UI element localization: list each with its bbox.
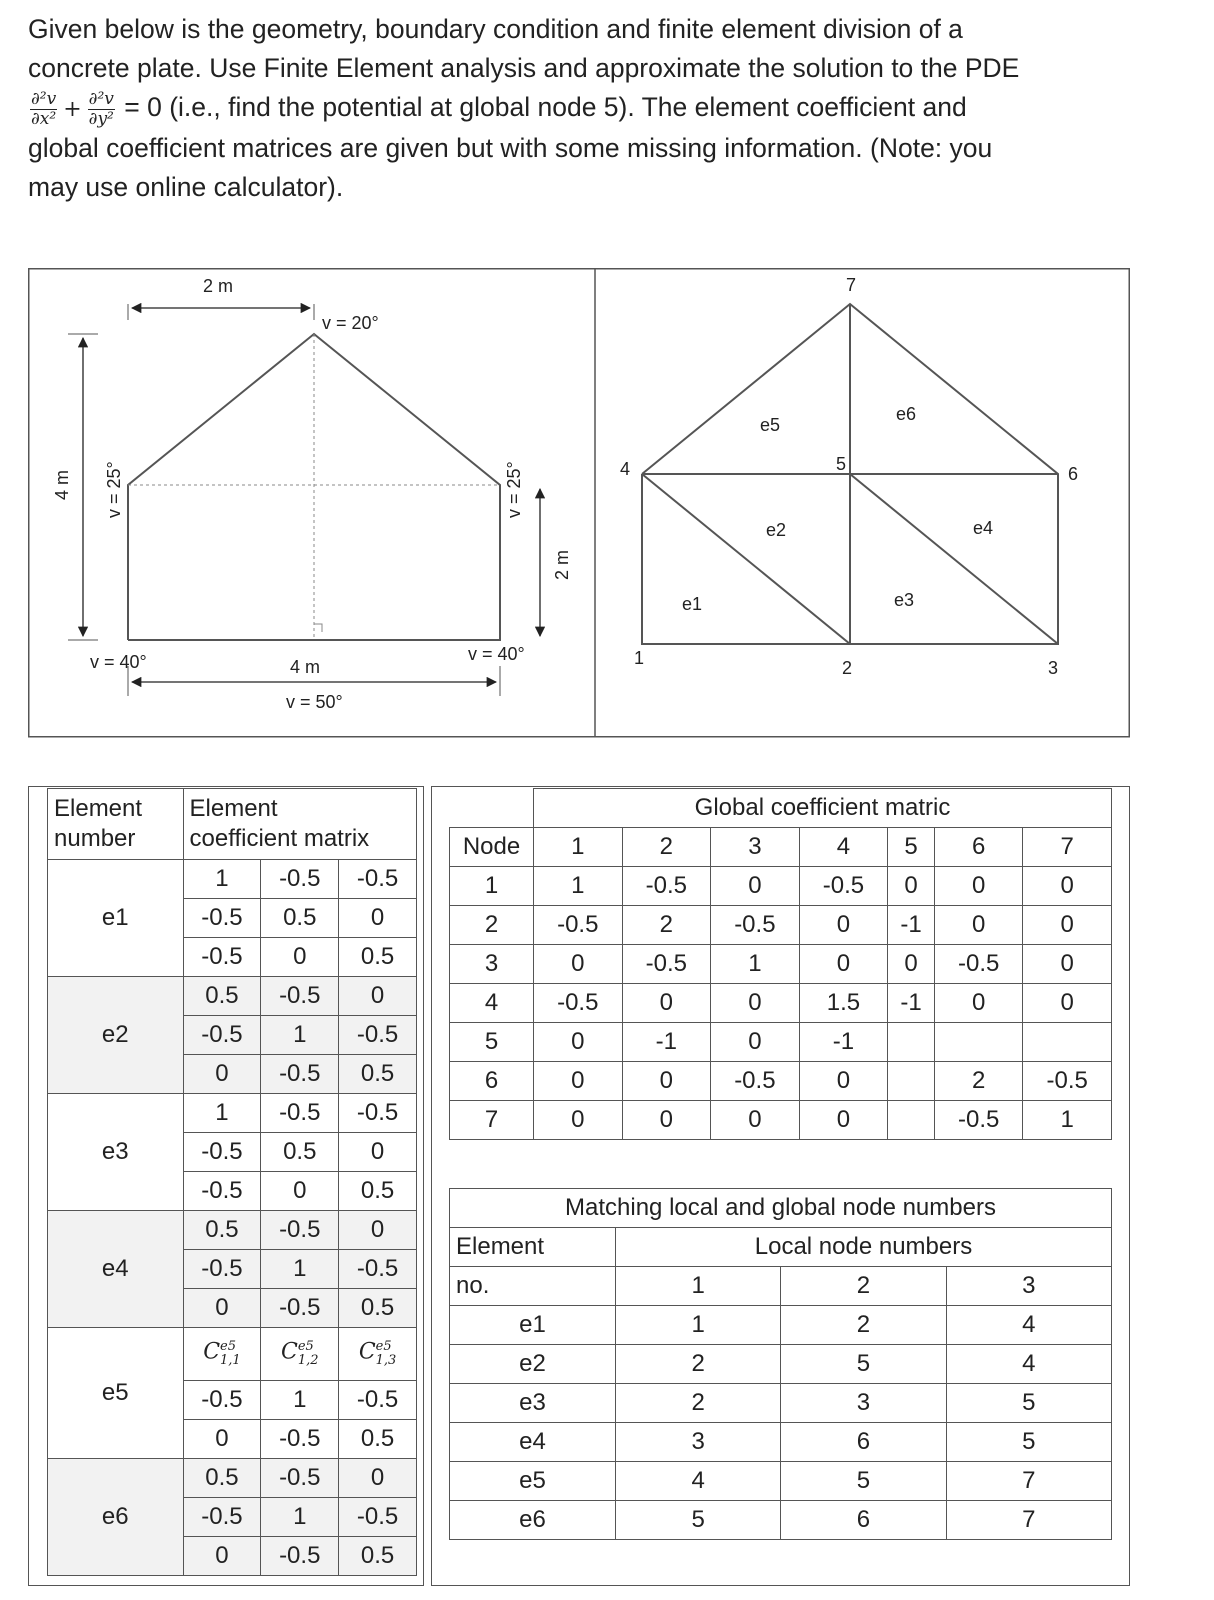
- global-table-row: [450, 1101, 1112, 1140]
- global-matrix-cell: 1.5: [799, 984, 888, 1023]
- match-table-row: [450, 1306, 1112, 1345]
- global-matrix-cell: 0: [1023, 945, 1112, 984]
- right-angle-mark: [314, 624, 322, 632]
- intro-line-5: may use online calculator).: [28, 171, 344, 202]
- global-matrix-cell: [934, 1023, 1023, 1062]
- global-matrix-cell: 0: [934, 906, 1023, 945]
- element-matrix-row: [48, 977, 417, 1016]
- element-matrix-cell: -0.5: [261, 1419, 339, 1458]
- unknown-coefficient-superscript: e5: [297, 1339, 314, 1354]
- global-matrix-cell: 0: [622, 1101, 711, 1140]
- pde-term-y-num: ∂²v: [88, 88, 114, 109]
- global-matrix-cell: -1: [888, 906, 935, 945]
- match-node-cell: 2: [616, 1384, 781, 1423]
- global-matrix-cell: [888, 1023, 935, 1062]
- bottom-bc-label: v = 50°: [286, 692, 343, 712]
- element-matrix-cell: 1: [261, 1250, 339, 1289]
- match-element-cell: e1: [450, 1306, 616, 1345]
- element-label-e2: e2: [766, 520, 787, 540]
- plate-geometry: [52, 276, 572, 712]
- element-matrix-header-line2: coefficient matrix: [189, 825, 370, 852]
- global-col-header: 5: [888, 828, 935, 867]
- element-matrix-cell: -0.5: [183, 1380, 261, 1419]
- match-node-cell: 5: [946, 1423, 1111, 1462]
- element-matrix-cell: 0.5: [339, 1055, 417, 1094]
- global-matrix-cell: 0: [1023, 867, 1112, 906]
- element-matrix-cell: 0: [183, 1055, 261, 1094]
- global-col-header: 6: [934, 828, 1023, 867]
- node-label-4: 4: [620, 459, 631, 479]
- pde-plus: +: [63, 96, 82, 122]
- global-col-header: 7: [1023, 828, 1112, 867]
- match-node-cell: 7: [946, 1501, 1111, 1540]
- element-matrix-row: [48, 1328, 417, 1381]
- global-node-header: Node: [450, 828, 534, 867]
- match-node-cell: 5: [781, 1462, 946, 1501]
- element-name-cell: e3: [48, 1094, 184, 1211]
- element-matrix-cell: -0.5: [183, 1133, 261, 1172]
- global-matrix-cell: 0: [534, 1062, 623, 1101]
- node-matching-table-body: [450, 1189, 1112, 1540]
- pde-term-x-den: ∂x²: [31, 108, 57, 129]
- match-table-row: [450, 1384, 1112, 1423]
- node-label-5: 5: [836, 454, 847, 474]
- element-matrix-cell: -0.5: [339, 1250, 417, 1289]
- global-coefficient-table-body: [450, 789, 1112, 1140]
- global-matrix-cell: -0.5: [799, 867, 888, 906]
- pde-term-y-den: ∂y²: [88, 108, 114, 129]
- match-node-cell: 6: [781, 1501, 946, 1540]
- global-table-row: [450, 1062, 1112, 1101]
- unknown-coefficient-symbol: C: [358, 1339, 376, 1365]
- element-label-e1: e1: [682, 594, 703, 614]
- element-matrix-cell: -0.5: [183, 1172, 261, 1211]
- top-bc-label: v = 20°: [322, 313, 379, 333]
- element-matrix-cell: 0.5: [261, 1133, 339, 1172]
- node-label-7: 7: [846, 275, 857, 295]
- element-matrix-cell: 0.5: [183, 1458, 261, 1497]
- global-coefficient-table: [449, 788, 1112, 1140]
- match-node-cell: 5: [616, 1501, 781, 1540]
- global-table-title: Global coefficient matric: [534, 789, 1112, 828]
- mesh-diagonal-right: [850, 474, 1058, 644]
- element-name-cell: e1: [48, 860, 184, 977]
- element-matrix-cell: -0.5: [261, 1458, 339, 1497]
- match-table-title-row: [450, 1189, 1112, 1228]
- match-element-cell: e3: [450, 1384, 616, 1423]
- match-table-subheader-row: [450, 1267, 1112, 1306]
- element-matrix-cell: 0: [339, 899, 417, 938]
- global-matrix-cell: -0.5: [934, 1101, 1023, 1140]
- match-table-row: [450, 1345, 1112, 1384]
- global-matrix-cell: 0: [534, 945, 623, 984]
- global-matrix-cell: 0: [1023, 984, 1112, 1023]
- global-matrix-cell: -1: [888, 984, 935, 1023]
- global-matrix-cell: -0.5: [711, 1062, 800, 1101]
- intro-line-3-text: = 0 (i.e., find the potential at global node 5). The element coefficient and: [124, 92, 967, 122]
- element-matrix-cell: 0.5: [339, 938, 417, 977]
- global-matrix-cell: 0: [934, 867, 1023, 906]
- element-matrix-cell: -0.5: [261, 1289, 339, 1328]
- element-matrix-cell: -0.5: [339, 1016, 417, 1055]
- global-matrix-cell: 0: [799, 1101, 888, 1140]
- element-matrix-cell: 0.5: [339, 1419, 417, 1458]
- element-matrix-cell: -0.5: [183, 938, 261, 977]
- global-row-node: 6: [450, 1062, 534, 1101]
- element-matrix-cell: -0.5: [339, 1380, 417, 1419]
- match-table-header-row: [450, 1228, 1112, 1267]
- element-matrix-cell: -0.5: [183, 899, 261, 938]
- match-node-cell: 2: [781, 1306, 946, 1345]
- match-element-cell: e6: [450, 1501, 616, 1540]
- global-matrix-cell: [1023, 1023, 1112, 1062]
- node-label-6: 6: [1068, 464, 1079, 484]
- element-coefficient-table: [47, 788, 417, 1576]
- global-matrix-cell: -0.5: [1023, 1062, 1112, 1101]
- node-label-2: 2: [842, 658, 853, 678]
- pde-term-x: [30, 90, 57, 129]
- global-matrix-cell: 0: [888, 867, 935, 906]
- mesh-diagonal-left: [642, 474, 850, 644]
- global-row-node: 5: [450, 1023, 534, 1062]
- match-local-header: Local node numbers: [616, 1228, 1112, 1267]
- match-element-header: Element: [450, 1228, 616, 1267]
- node-label-1: 1: [634, 648, 645, 668]
- node-label-3: 3: [1048, 658, 1059, 678]
- element-matrix-cell: 0: [339, 1458, 417, 1497]
- match-node-cell: 4: [946, 1306, 1111, 1345]
- element-matrix-cell: 0: [339, 1211, 417, 1250]
- element-matrix-cell: 1: [183, 860, 261, 899]
- problem-statement: [28, 10, 1130, 207]
- match-node-cell: 3: [781, 1384, 946, 1423]
- global-matrix-cell: 2: [934, 1062, 1023, 1101]
- node-matching-table: [449, 1188, 1112, 1540]
- left-bc-label: v = 25°: [104, 461, 124, 518]
- element-matrix-header-line1: Element: [189, 795, 278, 822]
- element-matrix-cell: 0: [339, 977, 417, 1016]
- element-matrix-cell: 0.5: [339, 1536, 417, 1575]
- match-node-cell: 4: [616, 1462, 781, 1501]
- unknown-coefficient-subscript: 1,1: [220, 1352, 241, 1368]
- global-matrix-cell: -0.5: [534, 906, 623, 945]
- match-node-cell: 5: [946, 1384, 1111, 1423]
- element-matrix-cell: 0: [183, 1289, 261, 1328]
- figure-panel: [28, 268, 1130, 748]
- element-matrix-cell: -0.5: [183, 1016, 261, 1055]
- element-matrix-cell: 0.5: [339, 1289, 417, 1328]
- element-table-header-row: [48, 789, 417, 860]
- pde-term-y: [88, 90, 115, 129]
- match-table-row: [450, 1501, 1112, 1540]
- element-matrix-cell: -0.5: [339, 860, 417, 899]
- element-label-e3: e3: [894, 590, 915, 610]
- element-coefficient-table-body: [48, 789, 417, 1576]
- element-matrix-cell: 1: [261, 1016, 339, 1055]
- match-table-title: Matching local and global node numbers: [450, 1189, 1112, 1228]
- bottom-right-corner-label: v = 40°: [468, 644, 525, 664]
- element-matrix-header: [183, 789, 416, 860]
- element-label-e4: e4: [973, 518, 994, 538]
- element-matrix-cell: -0.5: [261, 1055, 339, 1094]
- global-matrix-cell: -0.5: [534, 984, 623, 1023]
- unknown-coefficient-superscript: e5: [220, 1339, 236, 1354]
- unknown-coefficient-symbol: C: [203, 1339, 221, 1365]
- element-matrix-cell: 0: [261, 938, 339, 977]
- global-matrix-cell: 0: [799, 906, 888, 945]
- global-row-node: 7: [450, 1101, 534, 1140]
- element-number-header-line1: Element: [54, 795, 143, 822]
- element-matrix-cell: -0.5: [261, 860, 339, 899]
- element-matrix-cell: -0.5: [339, 1497, 417, 1536]
- global-matrix-cell: 2: [622, 906, 711, 945]
- element-matrix-cell: 1: [261, 1380, 339, 1419]
- global-table-row: [450, 867, 1112, 906]
- element-matrix-row: [48, 860, 417, 899]
- global-table-row: [450, 906, 1112, 945]
- intro-line-3: [28, 88, 1130, 129]
- element-matrix-cell: 0: [261, 1172, 339, 1211]
- element-number-header-line2: number: [54, 825, 136, 852]
- global-row-node: 1: [450, 867, 534, 906]
- element-matrix-cell: -0.5: [183, 1250, 261, 1289]
- global-row-node: 3: [450, 945, 534, 984]
- element-name-cell: e5: [48, 1328, 184, 1459]
- match-element-cell: e4: [450, 1423, 616, 1462]
- global-matrix-cell: 0: [711, 1023, 800, 1062]
- element-matrix-cell: 0.5: [339, 1172, 417, 1211]
- element-label-e5: e5: [760, 415, 781, 435]
- match-local-col-header: 2: [781, 1267, 946, 1306]
- element-name-cell: e2: [48, 977, 184, 1094]
- global-matrix-cell: 0: [888, 945, 935, 984]
- left-height-label: 4 m: [52, 469, 72, 500]
- global-matrix-cell: -1: [799, 1023, 888, 1062]
- global-matrix-cell: -0.5: [934, 945, 1023, 984]
- right-height-label: 2 m: [552, 549, 572, 580]
- global-matrix-cell: 1: [534, 867, 623, 906]
- global-table-corner: [450, 789, 534, 828]
- element-matrix-cell: -0.5: [339, 1094, 417, 1133]
- element-matrix-row: [48, 1094, 417, 1133]
- element-matrix-row: [48, 1458, 417, 1497]
- element-matrix-cell: [339, 1328, 417, 1381]
- global-matrix-cell: 0: [622, 1062, 711, 1101]
- intro-line-4: global coefficient matrices are given but with some missing information. (Note: you: [28, 132, 993, 163]
- global-col-header: 3: [711, 828, 800, 867]
- element-matrix-cell: -0.5: [261, 1094, 339, 1133]
- match-node-cell: 1: [616, 1306, 781, 1345]
- global-col-header: 4: [799, 828, 888, 867]
- element-matrix-cell: 0: [183, 1419, 261, 1458]
- intro-line-1: Given below is the geometry, boundary condition and finite element division of a: [28, 14, 963, 44]
- match-node-cell: 6: [781, 1423, 946, 1462]
- top-width-label: 2 m: [203, 276, 234, 296]
- match-node-cell: 4: [946, 1345, 1111, 1384]
- element-matrix-cell: [183, 1328, 261, 1381]
- unknown-coefficient-symbol: C: [281, 1339, 298, 1365]
- match-local-col-header: 3: [946, 1267, 1111, 1306]
- global-matrix-cell: 0: [534, 1101, 623, 1140]
- element-matrix-cell: 0: [339, 1133, 417, 1172]
- global-matrix-cell: [888, 1101, 935, 1140]
- element-matrix-cell: 1: [183, 1094, 261, 1133]
- element-number-header: [48, 789, 184, 860]
- global-matrix-cell: -0.5: [622, 945, 711, 984]
- match-node-cell: 3: [616, 1423, 781, 1462]
- global-matrix-cell: 0: [711, 1101, 800, 1140]
- global-col-header: 2: [622, 828, 711, 867]
- global-matrix-cell: 0: [711, 867, 800, 906]
- global-matrix-cell: -1: [622, 1023, 711, 1062]
- figure-border: [29, 269, 1130, 737]
- element-matrix-cell: 0: [183, 1536, 261, 1575]
- match-table-row: [450, 1462, 1112, 1501]
- element-matrix-row: [48, 1211, 417, 1250]
- element-matrix-cell: -0.5: [183, 1497, 261, 1536]
- element-matrix-cell: [261, 1328, 339, 1381]
- global-table-row: [450, 945, 1112, 984]
- global-matrix-cell: [888, 1062, 935, 1101]
- match-element-header-no: no.: [450, 1267, 616, 1306]
- global-matrix-cell: 0: [1023, 906, 1112, 945]
- element-name-cell: e6: [48, 1458, 184, 1575]
- match-element-cell: e5: [450, 1462, 616, 1501]
- unknown-coefficient-subscript: 1,3: [375, 1352, 397, 1368]
- global-matrix-cell: 0: [799, 945, 888, 984]
- right-bc-label: v = 25°: [504, 461, 524, 518]
- element-matrix-cell: -0.5: [261, 977, 339, 1016]
- global-matrix-cell: 1: [1023, 1101, 1112, 1140]
- global-col-header: 1: [534, 828, 623, 867]
- global-matrix-cell: 0: [711, 984, 800, 1023]
- global-matrix-cell: -0.5: [711, 906, 800, 945]
- element-matrix-cell: 0.5: [183, 1211, 261, 1250]
- global-table-row: [450, 1023, 1112, 1062]
- global-matrix-cell: 0: [622, 984, 711, 1023]
- intro-line-2: concrete plate. Use Finite Element analysis and approximate the solution to the PDE: [28, 53, 1020, 83]
- global-matrix-cell: 1: [711, 945, 800, 984]
- global-table-title-row: [450, 789, 1112, 828]
- match-element-cell: e2: [450, 1345, 616, 1384]
- fe-mesh: [620, 275, 1078, 678]
- global-row-node: 2: [450, 906, 534, 945]
- element-matrix-cell: -0.5: [261, 1211, 339, 1250]
- element-name-cell: e4: [48, 1211, 184, 1328]
- match-node-cell: 2: [616, 1345, 781, 1384]
- element-matrix-cell: 1: [261, 1497, 339, 1536]
- global-matrix-cell: 0: [534, 1023, 623, 1062]
- element-matrix-cell: -0.5: [261, 1536, 339, 1575]
- global-table-row: [450, 984, 1112, 1023]
- global-row-node: 4: [450, 984, 534, 1023]
- element-label-e6: e6: [896, 404, 917, 424]
- unknown-coefficient-subscript: 1,2: [297, 1352, 319, 1368]
- bottom-left-corner-label: v = 40°: [90, 652, 147, 672]
- global-matrix-cell: 0: [934, 984, 1023, 1023]
- match-local-col-header: 1: [616, 1267, 781, 1306]
- element-matrix-cell: 0.5: [183, 977, 261, 1016]
- pde-term-x-num: ∂²v: [31, 88, 57, 109]
- match-node-cell: 7: [946, 1462, 1111, 1501]
- match-table-row: [450, 1423, 1112, 1462]
- bottom-width-label: 4 m: [290, 657, 321, 677]
- global-matrix-cell: -0.5: [622, 867, 711, 906]
- global-matrix-cell: 0: [799, 1062, 888, 1101]
- global-table-header-row: [450, 828, 1112, 867]
- match-node-cell: 5: [781, 1345, 946, 1384]
- element-matrix-cell: 0.5: [261, 899, 339, 938]
- unknown-coefficient-superscript: e5: [375, 1339, 392, 1354]
